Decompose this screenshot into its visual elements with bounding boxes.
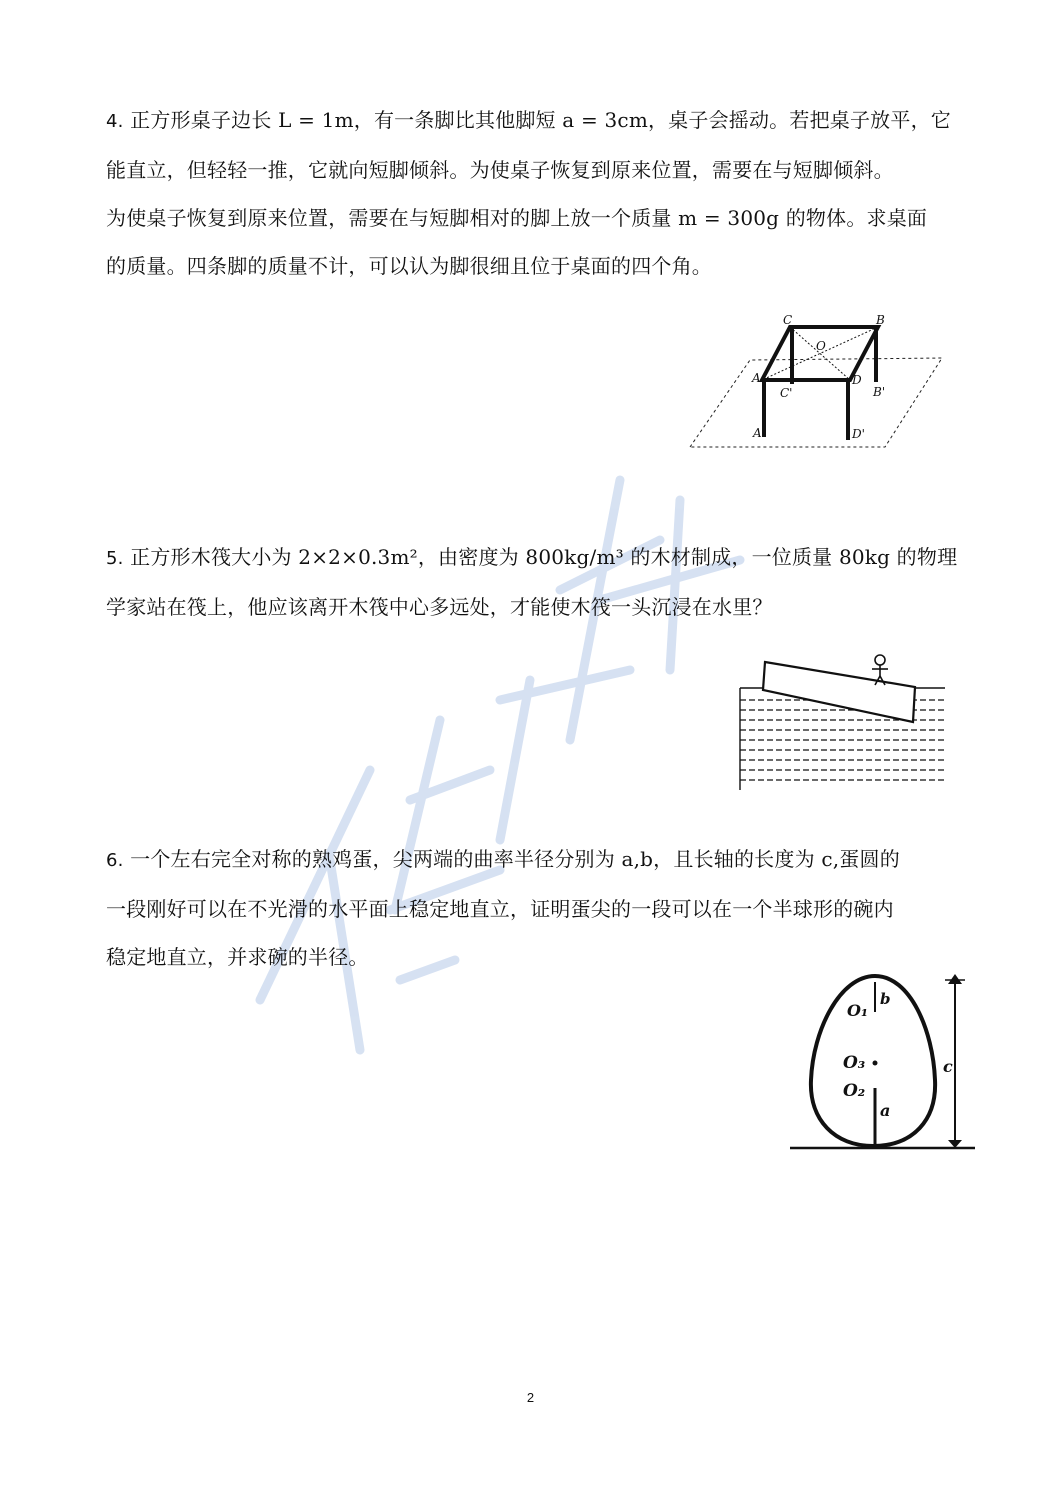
problem-5-line-2: 学家站在筏上，他应该离开木筏中心多远处，才能使木筏一头沉浸在水里？	[106, 595, 773, 619]
problem-4	[106, 96, 951, 290]
problem-6-line-1: 6. 一个左右完全对称的熟鸡蛋，尖两端的曲率半径分别为 a,b，且长轴的长度为 c,蛋圆的	[106, 847, 900, 871]
label-b: b	[880, 990, 891, 1008]
label-O: O	[816, 339, 826, 353]
egg-figure	[785, 970, 980, 1155]
label-B: B	[876, 313, 885, 327]
problem-number: 6.	[106, 850, 124, 871]
problem-6	[106, 835, 951, 981]
label-D-prime: D'	[852, 427, 865, 441]
label-C: C	[783, 313, 793, 327]
page-number: 2	[526, 1390, 535, 1405]
label-O3: O₃	[843, 1053, 866, 1073]
label-a: a	[880, 1101, 891, 1120]
problem-6-line-2: 一段刚好可以在不光滑的水平面上稳定地直立，证明蛋尖的一段可以在一个半球形的碗内	[106, 897, 894, 921]
problem-4-line-2: 能直立，但轻轻一推，它就向短脚倾斜。为使桌子恢复到原来位置，需要在与短脚倾斜。	[106, 158, 894, 182]
problem-4-line-1: 4. 正方形桌子边长 L = 1m，有一条脚比其他脚短 a = 3cm，桌子会摇动。若把桌子放平，它	[106, 108, 951, 132]
label-D: D	[852, 373, 862, 387]
table-figure	[680, 312, 945, 452]
problem-4-line-4: 的质量。四条脚的质量不计，可以认为脚很细且位于桌面的四个角。	[106, 254, 712, 278]
problem-5	[106, 533, 958, 631]
problem-number: 4.	[106, 111, 124, 132]
problem-5-line-1: 5. 正方形木筏大小为 2×2×0.3m²，由密度为 800kg/m³ 的木材制成，一位质量 80kg 的物理	[106, 545, 958, 569]
label-A-bottom: A	[753, 426, 762, 440]
problem-number: 5.	[106, 548, 124, 569]
label-O2: O₂	[843, 1081, 866, 1101]
label-B-prime: B'	[873, 385, 886, 399]
problem-6-line-3: 稳定地直立，并求碗的半径。	[106, 945, 369, 969]
label-A: A	[752, 371, 761, 385]
label-c: c	[943, 1057, 953, 1076]
problem-4-line-3: 为使桌子恢复到原来位置，需要在与短脚相对的脚上放一个质量 m = 300g 的物体。求桌面	[106, 206, 928, 230]
raft-figure	[735, 652, 950, 792]
label-C-prime: C'	[780, 386, 793, 400]
label-O1: O₁	[847, 1001, 868, 1020]
